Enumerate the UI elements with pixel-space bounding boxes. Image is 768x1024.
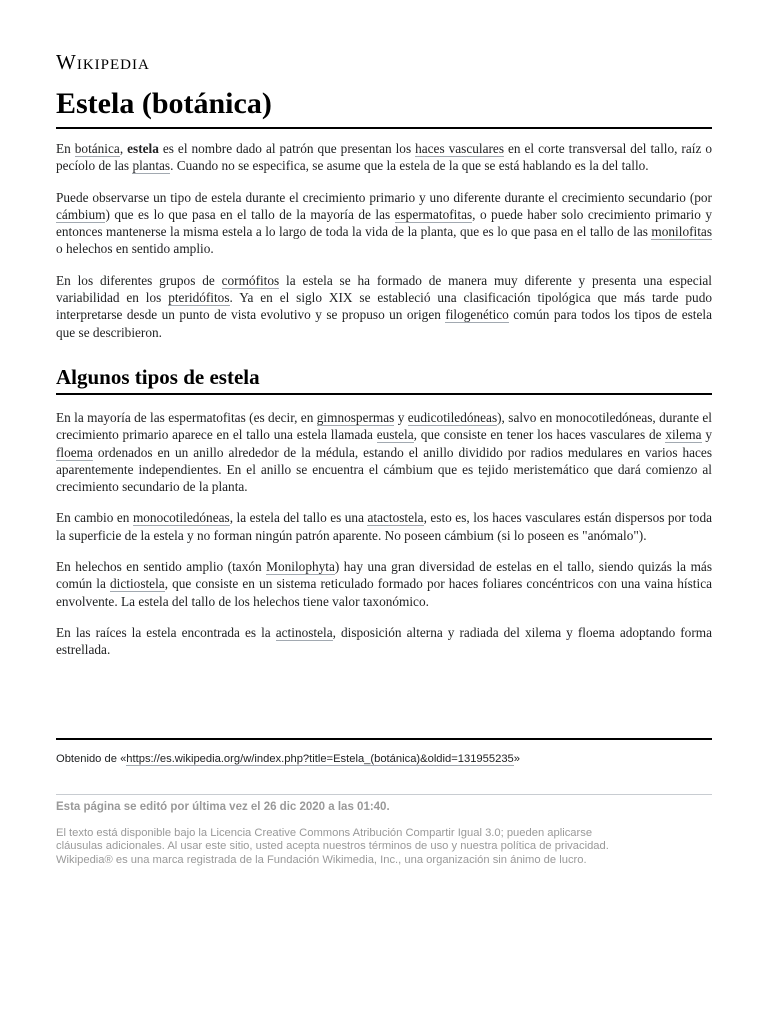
last-modified: Esta página se editó por última vez el 26 dic 2020 a las 01:40. (56, 801, 390, 813)
text: Puede observarse un tipo de estela durante el crecimiento primario y uno diferente durante el crecimiento secundario (por (56, 189, 712, 205)
paragraph-4 (56, 409, 712, 495)
link-monilofitas[interactable]: monilofitas (651, 224, 712, 240)
link-cormofitos[interactable]: cormófitos (221, 272, 280, 288)
text: En los diferentes grupos de (56, 272, 222, 288)
link-atactostela[interactable]: atactostela (367, 510, 424, 526)
retrieved-from (56, 753, 712, 765)
text: la estela se ha formado de manera muy diferente y presenta una especial variabilidad en los (56, 272, 713, 306)
footer-divider (56, 738, 712, 740)
link-filogenetico[interactable]: filogenético (445, 307, 509, 323)
paragraph-1 (56, 140, 712, 175)
bold-term-estela: estela (127, 141, 159, 156)
link-gimnospermas[interactable]: gimnospermas (316, 409, 395, 425)
text: y (394, 409, 408, 425)
license-line-2: cláusulas adicionales. Al usar este sitio, usted acepta nuestros términos de uso y nuestra política de privacidad. (56, 840, 609, 853)
link-cambium[interactable]: cámbium (56, 206, 106, 222)
text: » (513, 753, 521, 765)
license-notice (56, 827, 712, 867)
text: , que consiste en un sistema reticulado formado por haces foliares concéntricos con una vaina hística envolvente. La estela del tallo de los helechos tiene valor taxonómico. (56, 576, 712, 609)
text: , esto es, los haces vasculares están dispersos por toda la superficie de la estela y no forman ningún patrón aparente. No poseen cámbium (si lo poseen es "anómalo"). (56, 510, 712, 543)
paragraph-5 (56, 509, 712, 544)
text: ) que es lo que pasa en el tallo de la mayoría de las (105, 206, 395, 222)
text: . Ya en el siglo XIX se estableció una clasificación tipológica que más tarde pudo interpretarse desde un punto de vista evolutivo y se propuso un origen (56, 290, 713, 323)
footer-divider-2 (56, 794, 712, 795)
text: , (119, 141, 128, 156)
text: , o puede haber solo crecimiento primario y entonces mantenerse la misma estela a lo largo de toda la vida de la planta, que es lo que pasa en el tallo de las (56, 206, 712, 240)
paragraph-2 (56, 189, 712, 258)
link-espermatofitas[interactable]: espermatofitas (394, 206, 473, 222)
text: ordenados en un anillo alrededor de la médula, estando el anillo dividido por radios medulares en varios haces aparentemente independientes. En el anillo se encuentra el cámbium que es tejido meristemático que dará comienzo al crecimiento secundario de la planta. (56, 444, 712, 495)
paragraph-6 (56, 558, 712, 610)
text: En helechos en sentido amplio (taxón (56, 559, 267, 575)
link-monilophyta[interactable]: Monilophyta (266, 559, 335, 575)
text: . Cuando no se especifica, se asume que la estela de la que se está hablando es la del tallo. (170, 158, 649, 174)
text: ), salvo en monocotiledóneas, durante el crecimiento primario aparece en el tallo una estela llamada (56, 409, 713, 443)
link-floema[interactable]: floema (56, 444, 93, 460)
text: es el nombre dado al patrón que presentan los (158, 141, 416, 156)
license-line-3: Wikipedia® es una marca registrada de la Fundación Wikimedia, Inc., una organización sin ánimo de lucro. (56, 853, 587, 866)
permanent-link[interactable]: https://es.wikipedia.org/w/index.php?title=Estela_(botánica)&oldid=131955235 (126, 753, 514, 765)
text: o helechos en sentido amplio. (56, 241, 214, 257)
link-eudicotiledoneas[interactable]: eudicotiledóneas (407, 409, 498, 425)
section-heading: Algunos tipos de estela (56, 363, 712, 395)
text: En (56, 141, 75, 156)
text: común para todos los tipos de estela que se describieron. (56, 307, 712, 340)
link-eustela[interactable]: eustela (376, 427, 414, 443)
link-dictiostela[interactable]: dictiostela (110, 576, 165, 592)
text: , disposición alterna y radiada del xilema y floema adoptando forma estrellada. (56, 624, 713, 658)
text: Obtenido de « (56, 753, 127, 765)
text: y (701, 427, 712, 443)
paragraph-3 (56, 272, 712, 341)
text: ) hay una gran diversidad de estelas en el tallo, siendo quizás la más común la (56, 559, 712, 592)
license-line-1: El texto está disponible bajo la Licencia Creative Commons Atribución Compartir Igual 3.0; pueden aplicarse (56, 827, 593, 839)
link-plantas[interactable]: plantas (132, 158, 171, 174)
text: En las raíces la estela encontrada es la (56, 624, 276, 640)
text: , la estela del tallo es una (229, 510, 368, 526)
link-haces-vasculares[interactable]: haces vasculares (415, 141, 504, 156)
text: , que consiste en tener los haces vasculares de (413, 427, 666, 443)
wikipedia-logo[interactable]: Wikipedia (56, 50, 150, 74)
link-botanica[interactable]: botánica (74, 141, 120, 156)
link-pteridofitos[interactable]: pteridófitos (168, 290, 230, 306)
text: En la mayoría de las espermatofitas (es decir, en (56, 409, 317, 425)
link-actinostela[interactable]: actinostela (275, 624, 333, 640)
link-xilema[interactable]: xilema (665, 427, 702, 443)
page-title: Estela (botánica) (56, 85, 712, 129)
link-monocotiledoneas[interactable]: monocotiledóneas (132, 510, 230, 526)
text: en el corte transversal del tallo, raíz o pecíolo de las (56, 141, 712, 174)
paragraph-7 (56, 624, 712, 659)
article-content (56, 140, 712, 673)
text: En cambio en (56, 510, 133, 526)
